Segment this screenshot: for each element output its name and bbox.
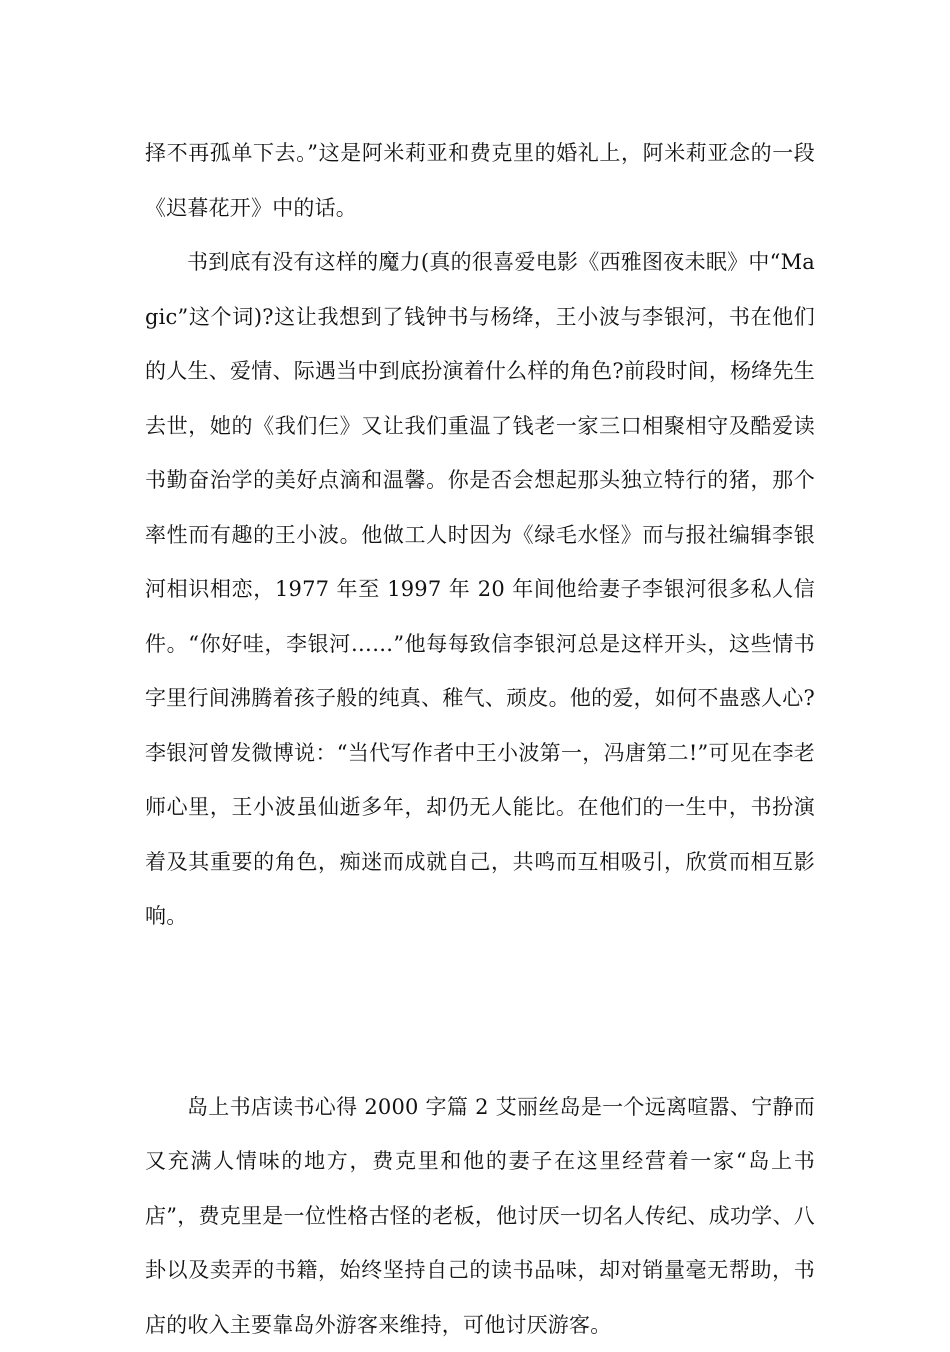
text-line: 上书店”，费克里是一位性格古怪的老板，他讨厌一切名人传纪、 [145, 1149, 815, 1228]
text-line: 头独立特行的猪，那个率性而有趣的王小波。他做工人时因为《绿 [145, 468, 815, 547]
text-line: 他给妻子李银河很多私人信件。“你好哇，李银河……”他每每致 [145, 577, 815, 656]
text-line: 毛水怪》而与报社编辑李银河相识相恋，1977 年至 1997 年 20 年间 [145, 523, 815, 602]
text-line: 书到底有没有这样的魔力(真的很喜爱电影《西雅图夜未眠》中 [187, 250, 770, 274]
paragraph-essay-two [145, 1080, 815, 1352]
text-line: 的一段《迟暮花开》中的话。 [145, 141, 815, 220]
text-line: 岛上书店读书心得 2000 字篇 2 艾丽丝岛是一个远离喧嚣、宁静 [187, 1095, 794, 1119]
paragraph-continuation [145, 126, 815, 235]
text-line: 信李银河总是这样开头，这些情书字里行间沸腾着孩子般的纯真、 [145, 632, 815, 711]
document-body [145, 126, 815, 1352]
text-line: 色，痴迷而成就自己，共鸣而互相吸引，欣赏而相互影响。 [145, 850, 815, 929]
text-line: 相聚相守及酷爱读书勤奋治学的美好点滴和温馨。你是否会想起那 [145, 414, 815, 493]
paragraph-book-magic [145, 235, 815, 944]
text-line: 书在他们的人生、爱情、际遇当中到底扮演着什么样的角色?前段时 [145, 305, 815, 384]
text-line: “Magic”这个词)?这让我想到了钱钟书与杨绛，王小波与李银河， [145, 250, 815, 329]
text-line: 成功学、八卦以及卖弄的书籍，始终坚持自己的读书品味，却对销 [145, 1204, 815, 1283]
text-line: 逝多年，却仍无人能比。在他们的一生中，书扮演着及其重要的角 [145, 795, 815, 874]
text-line: 间，杨绛先生去世，她的《我们仨》又让我们重温了钱老一家三口 [145, 359, 815, 438]
text-line: 择不再孤单下去。”这是阿米莉亚和费克里的婚礼上，阿米莉亚念 [145, 141, 751, 165]
paragraph-spacer [145, 944, 815, 1080]
text-line: 稚气、顽皮。他的爱，如何不蛊惑人心?李银河曾发微博说：“当代 [145, 686, 815, 765]
text-line: 而又充满人情味的地方，费克里和他的妻子在这里经营着一家“岛 [145, 1095, 815, 1174]
text-line: 量毫无帮助，书店的收入主要靠岛外游客来维持，可他讨厌游客。 [145, 1258, 815, 1337]
text-line: 写作者中王小波第一，冯唐第二!”可见在李老师心里，王小波虽仙 [145, 741, 815, 820]
